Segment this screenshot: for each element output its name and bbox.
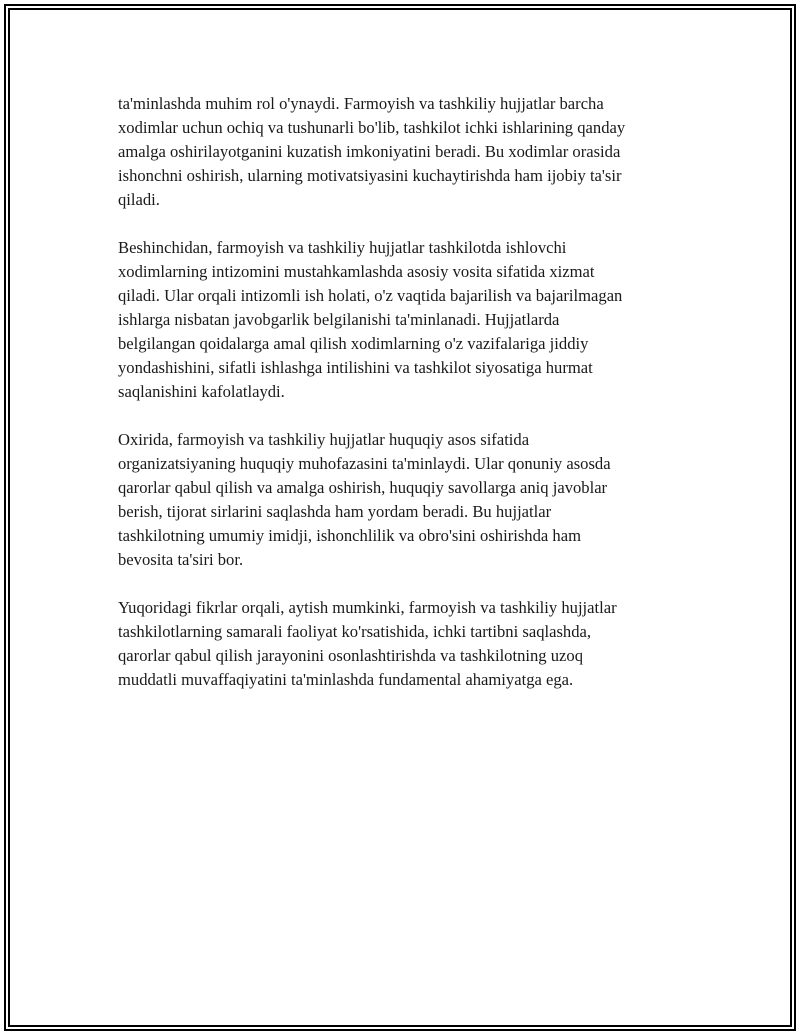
text-line: tashkilotning umumiy imidji, ishonchlilik va obro'sini oshirishda ham bbox=[118, 526, 581, 545]
paragraph-3 bbox=[118, 428, 688, 572]
paragraph-4 bbox=[118, 596, 688, 692]
text-line: bevosita ta'siri bor. bbox=[118, 550, 244, 569]
text-line: muddatli muvaffaqiyatini ta'minlashda fundamental ahamiyatga ega. bbox=[118, 670, 574, 689]
text-line: organizatsiyaning huquqiy muhofazasini ta'minlaydi. Ular qonuniy asosda bbox=[118, 454, 611, 473]
text-line: Yuqoridagi fikrlar orqali, aytish mumkinki, farmoyish va tashkiliy hujjatlar bbox=[118, 598, 617, 617]
text-line: ishlarga nisbatan javobgarlik belgilanishi ta'minlanadi. Hujjatlarda bbox=[118, 310, 560, 329]
text-line: berish, tijorat sirlarini saqlashda ham yordam beradi. Bu hujjatlar bbox=[118, 502, 552, 521]
text-line: belgilangan qoidalarga amal qilish xodimlarning o'z vazifalariga jiddiy bbox=[118, 334, 589, 353]
text-line: amalga oshirilayotganini kuzatish imkoniyatini beradi. Bu xodimlar orasida bbox=[118, 142, 621, 161]
text-line: Beshinchidan, farmoyish va tashkiliy hujjatlar tashkilotda ishlovchi bbox=[118, 238, 567, 257]
paragraph-1 bbox=[118, 92, 688, 212]
text-line: tashkilotlarning samarali faoliyat ko'rsatishida, ichki tartibni saqlashda, bbox=[118, 622, 592, 641]
text-line: qiladi. bbox=[118, 190, 160, 209]
text-line: saqlanishini kafolatlaydi. bbox=[118, 382, 285, 401]
text-line: qiladi. Ular orqali intizomli ish holati, o'z vaqtida bajarilish va bajarilmagan bbox=[118, 286, 623, 305]
text-line: xodimlar uchun ochiq va tushunarli bo'lib, tashkilot ichki ishlarining qanday bbox=[118, 118, 626, 137]
text-line: ta'minlashda muhim rol o'ynaydi. Farmoyish va tashkiliy hujjatlar barcha bbox=[118, 94, 604, 113]
text-line: xodimlarning intizomini mustahkamlashda asosiy vosita sifatida xizmat bbox=[118, 262, 595, 281]
text-line: ishonchni oshirish, ularning motivatsiyasini kuchaytirishda ham ijobiy ta'sir bbox=[118, 166, 622, 185]
text-line: Oxirida, farmoyish va tashkiliy hujjatlar huquqiy asos sifatida bbox=[118, 430, 530, 449]
text-line: qarorlar qabul qilish jarayonini osonlashtirishda va tashkilotning uzoq bbox=[118, 646, 583, 665]
paragraph-2 bbox=[118, 236, 688, 404]
text-line: yondashishini, sifatli ishlashga intilishini va tashkilot siyosatiga hurmat bbox=[118, 358, 593, 377]
text-line: qarorlar qabul qilish va amalga oshirish, huquqiy savollarga aniq javoblar bbox=[118, 478, 608, 497]
document-body bbox=[118, 92, 688, 716]
